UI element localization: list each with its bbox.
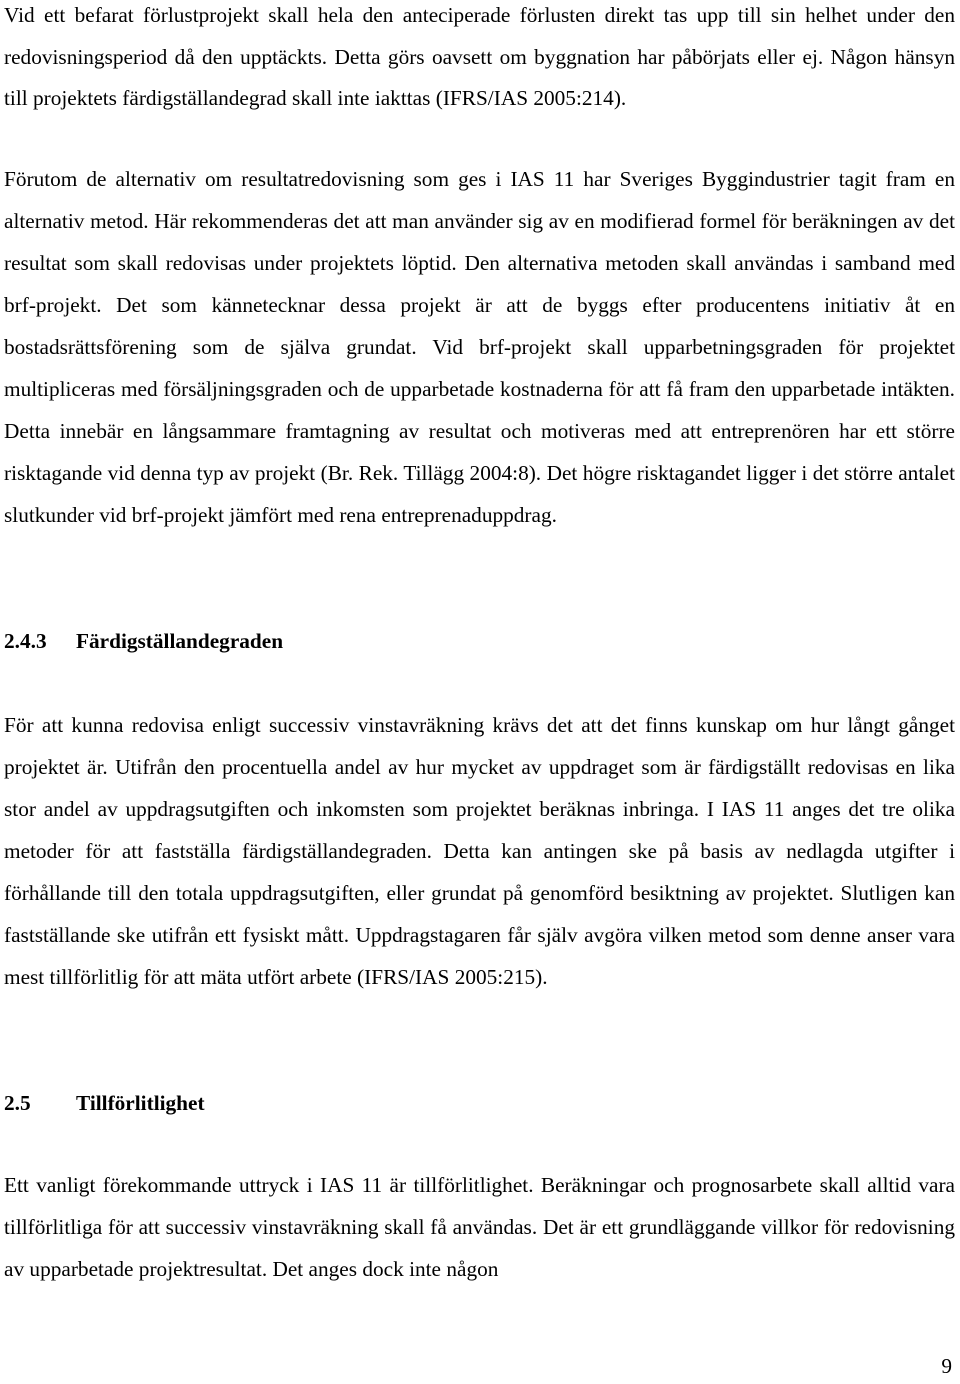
paragraph-loss-project: Vid ett befarat förlustprojekt skall hela den anteciperade förlusten direkt tas upp till sin helhet under den redovisningsperiod då den upptäckts. Detta görs oavsett om byggnation har påbörjats eller ej. Någon hänsyn till projektets färdigställandegrad skall inte iakttas (IFRS/IAS 2005:214). [4, 3, 955, 110]
section-title: Färdigställandegraden [76, 629, 284, 653]
paragraph-reliability: Ett vanligt förekommande uttryck i IAS 11 är tillförlitlighet. Beräkningar och prognosarbete skall alltid vara tillförlitliga för att successiv vinstavräkning skall få användas. Det är ett grundläggande villkor för redovisning av upparbetade projektresultat. Det anges dock inte någon [4, 1173, 955, 1281]
section-number: 2.5 [4, 1091, 31, 1115]
section-heading-completion-degree [4, 620, 283, 662]
section-heading-reliability [4, 1082, 205, 1124]
paragraph-alternative-method: Förutom de alternativ om resultatredovisning som ges i IAS 11 har Sveriges Byggindustrier tagit fram en alternativ metod. Här rekommenderas det att man använder sig av en modifierad formel för beräkningen av det resultat som skall redovisas under projektets löptid. Den alternativa metoden skall användas i samband med brf-projekt. Det som kännetecknar dessa projekt är att de byggs efter producentens initiativ åt en bostadsrättsförening som de själva grundat. Vid brf-projekt skall upparbetningsgraden för projektet multipliceras med försäljningsgraden och de upparbetade kostnaderna för att få fram den upparbetade intäkten. Detta innebär en långsammare framtagning av resultat och motiveras med att entreprenören har ett större risktagande vid denna typ av projekt (Br. Rek. Tillägg 2004:8). Det högre risktagandet ligger i det större antalet slutkunder vid brf-projekt jämfört med rena entreprenaduppdrag. [4, 167, 955, 527]
section-title: Tillförlitlighet [76, 1091, 205, 1115]
paragraph-completion-degree: För att kunna redovisa enligt successiv vinstavräkning krävs det att det finns kunskap om hur långt gånget projektet är. Utifrån den procentuella andel av hur mycket av uppdraget som är färdigställt redovisas en lika stor andel av uppdragsutgiften och inkomsten som projektet beräknas inbringa. I IAS 11 anges det tre olika metoder för att fastställa färdigställandegraden. Detta kan antingen ske på basis av nedlagda utgifter i förhållande till den totala uppdragsutgiften, eller grundat på genomförd besiktning av projektet. Slutligen kan fastställande ske utifrån ett fysiskt mått. Uppdragstagaren får själv avgöra vilken metod som denne anser vara mest tillförlitlig för att mäta utfört arbete (IFRS/IAS 2005:215). [4, 713, 955, 989]
page-number: 9 [941, 1354, 952, 1378]
section-number: 2.4.3 [4, 629, 47, 653]
